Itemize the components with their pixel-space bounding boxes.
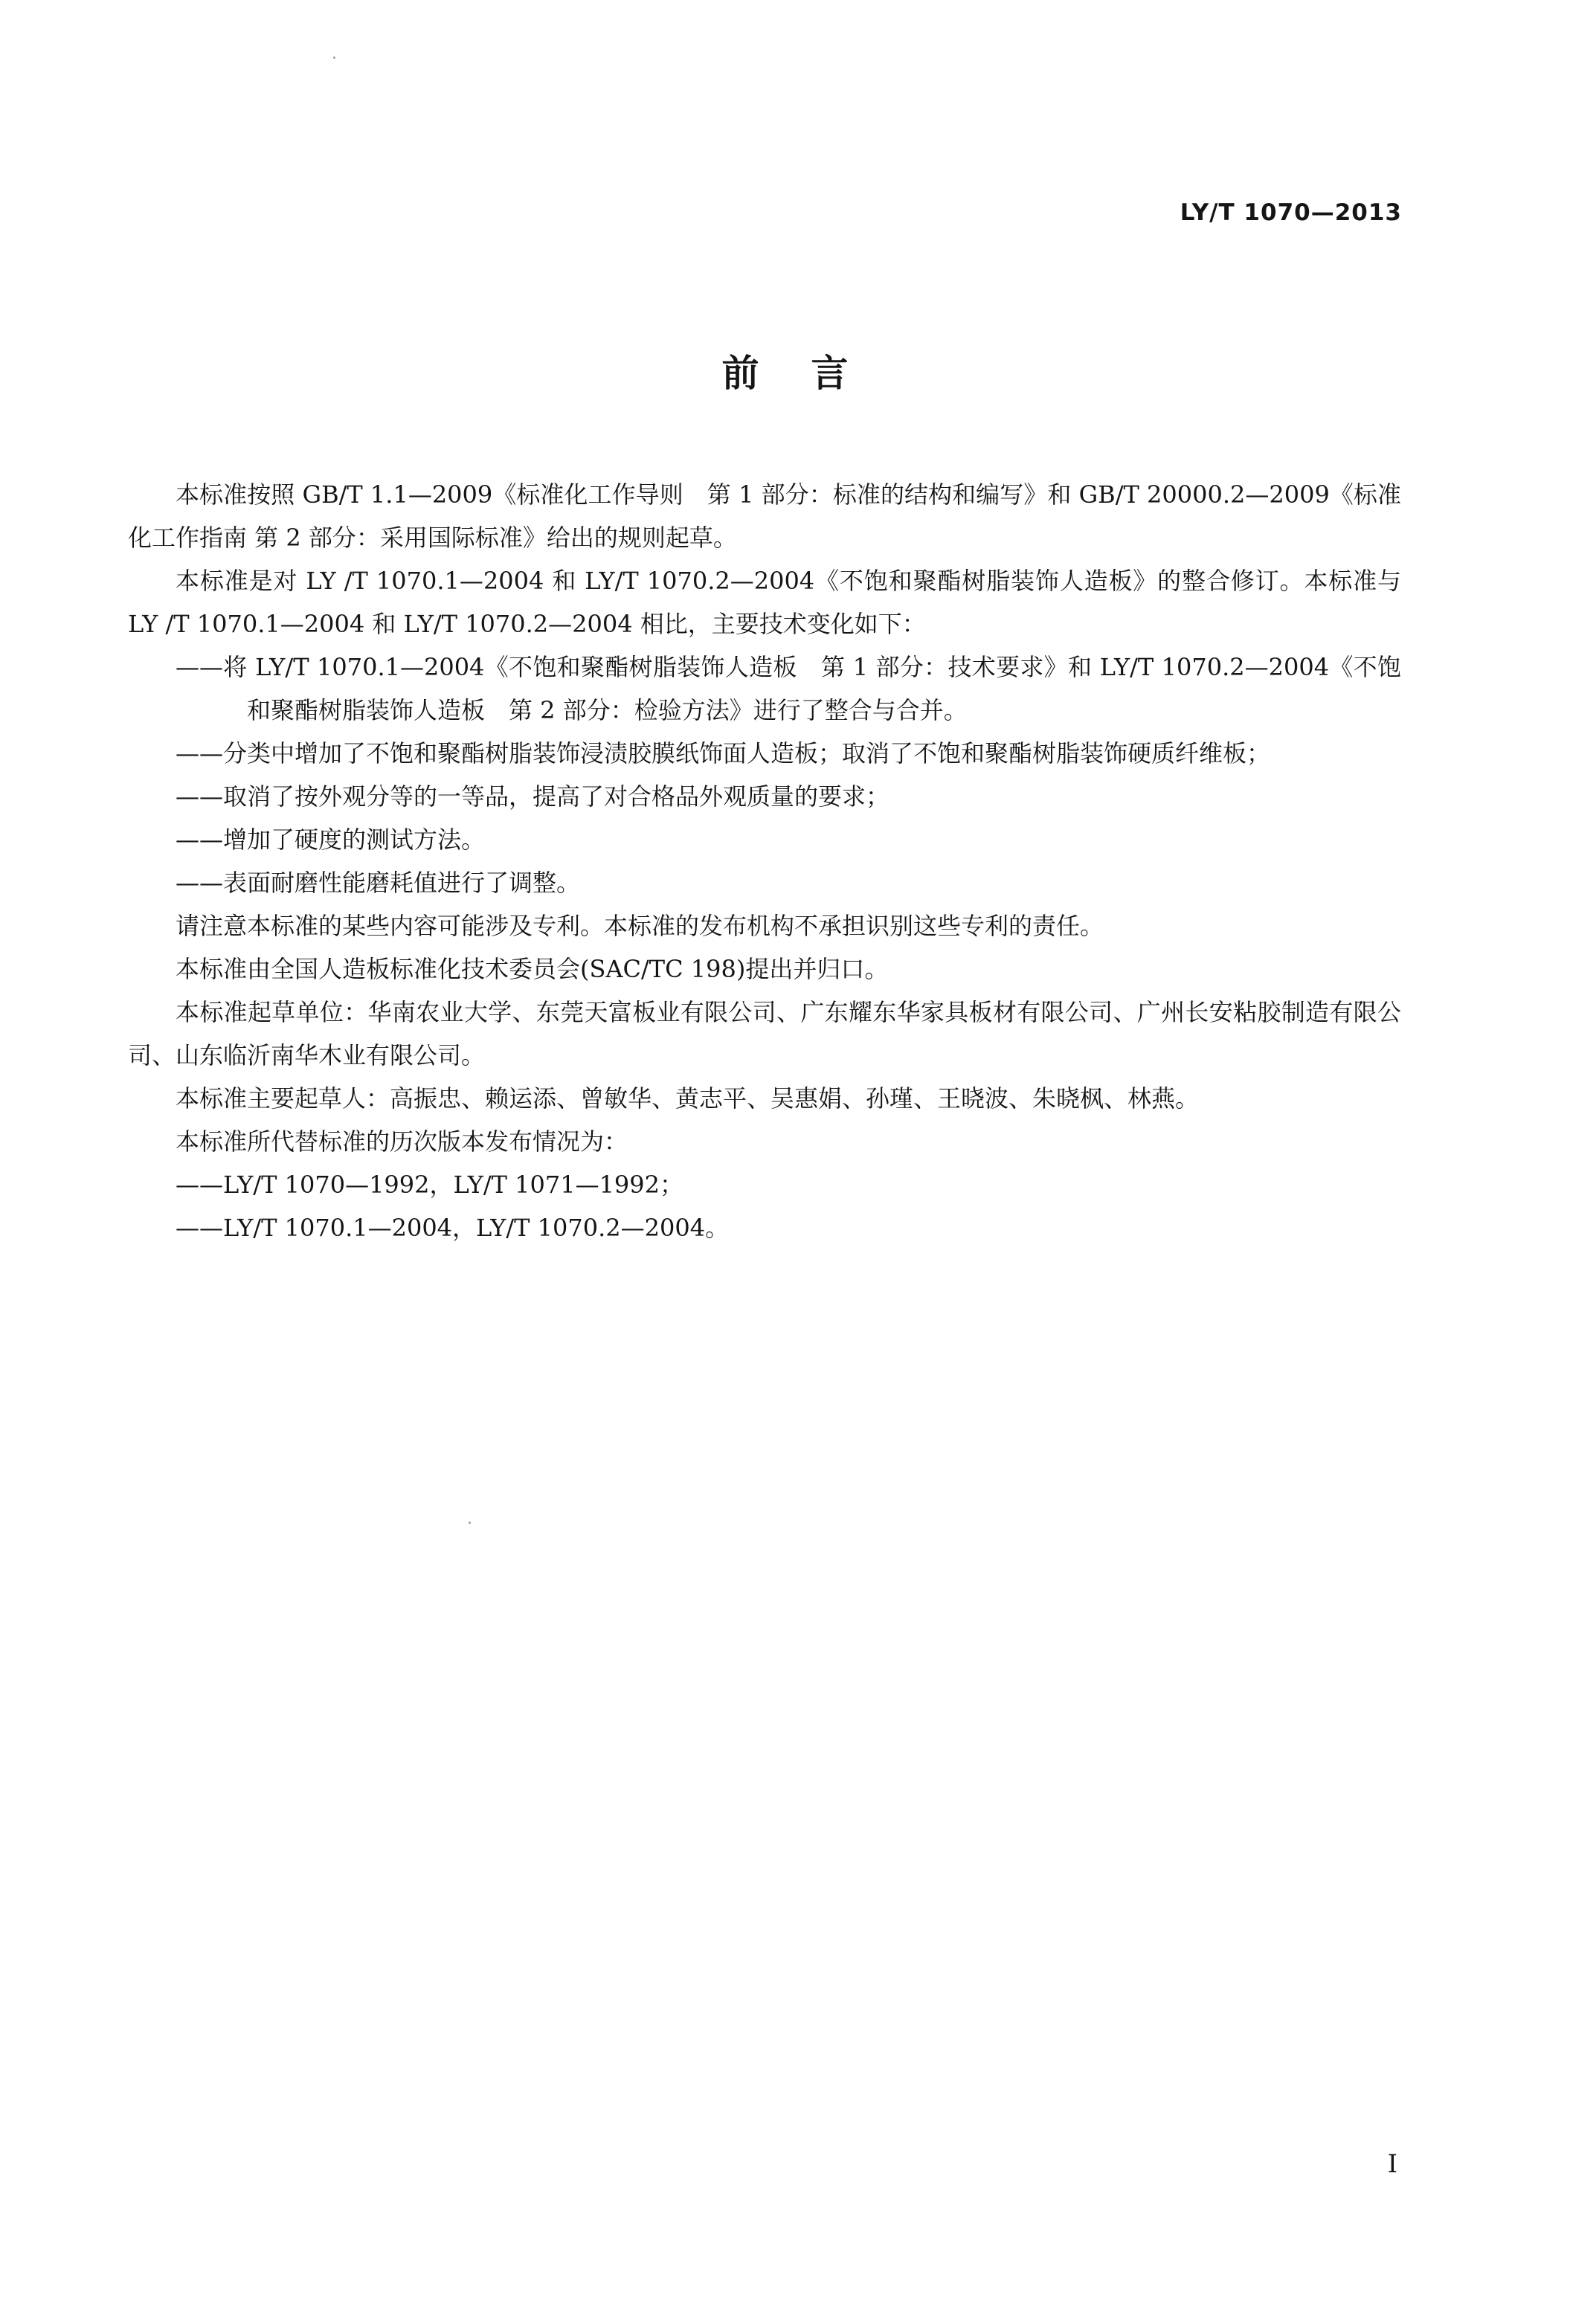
page-number: I xyxy=(1387,2149,1397,2179)
paragraph-drafters: 本标准主要起草人：高振忠、赖运添、曾敏华、黄志平、吴惠娟、孙瑾、王晓波、朱晓枫、林燕。 xyxy=(176,1084,1200,1113)
scan-speck xyxy=(469,1522,471,1524)
paragraph-drafting-units: 本标准起草单位：华南农业大学、东莞天富板业有限公司、广东耀东华家具板材有限公司、广州长安粘胶制造有限公司、山东临沂南华木业有限公司。 xyxy=(128,998,1401,1069)
foreword-body xyxy=(128,473,1401,1249)
history-item-1992: ——LY/T 1070—1992，LY/T 1071—1992； xyxy=(176,1171,684,1199)
paragraph-drafting-rules: 本标准按照 GB/T 1.1—2009《标准化工作导则 第 1 部分：标准的结构和编写》和 GB/T 20000.2—2009《标准化工作指南 第 2 部分：采用国际标准》给出的规则起草。 xyxy=(128,480,1401,552)
paragraph-history-intro: 本标准所代替标准的历次版本发布情况为： xyxy=(176,1127,628,1156)
change-item-classification: ——分类中增加了不饱和聚酯树脂装饰浸渍胶膜纸饰面人造板；取消了不饱和聚酯树脂装饰硬质纤维板； xyxy=(176,739,1271,767)
change-item-abrasion: ——表面耐磨性能磨耗值进行了调整。 xyxy=(176,869,581,897)
paragraph-revision-summary: 本标准是对 LY /T 1070.1—2004 和 LY/T 1070.2—2004《不饱和聚酯树脂装饰人造板》的整合修订。本标准与 LY /T 1070.1—2004 和 LY/T 1070.2—2004 相比，主要技术变化如下： xyxy=(128,567,1401,638)
scan-speck xyxy=(333,57,335,59)
page-title: 前言 xyxy=(721,352,901,395)
change-item-hardness: ——增加了硬度的测试方法。 xyxy=(176,825,486,854)
paragraph-proposer: 本标准由全国人造板标准化技术委员会(SAC/TC 198)提出并归口。 xyxy=(176,955,889,983)
change-item-grade: ——取消了按外观分等的一等品，提高了对合格品外观质量的要求； xyxy=(176,782,890,811)
paragraph-patent-notice: 请注意本标准的某些内容可能涉及专利。本标准的发布机构不承担识别这些专利的责任。 xyxy=(176,912,1104,940)
change-item-merge: ——将 LY/T 1070.1—2004《不饱和聚酯树脂装饰人造板 第 1 部分：技术要求》和 LY/T 1070.2—2004《不饱和聚酯树脂装饰人造板 第 2 部分：检验方法》进行了整合与合并。 xyxy=(176,653,1401,724)
history-item-2004: ——LY/T 1070.1—2004，LY/T 1070.2—2004。 xyxy=(176,1214,730,1242)
standard-number: LY/T 1070—2013 xyxy=(1180,199,1402,226)
